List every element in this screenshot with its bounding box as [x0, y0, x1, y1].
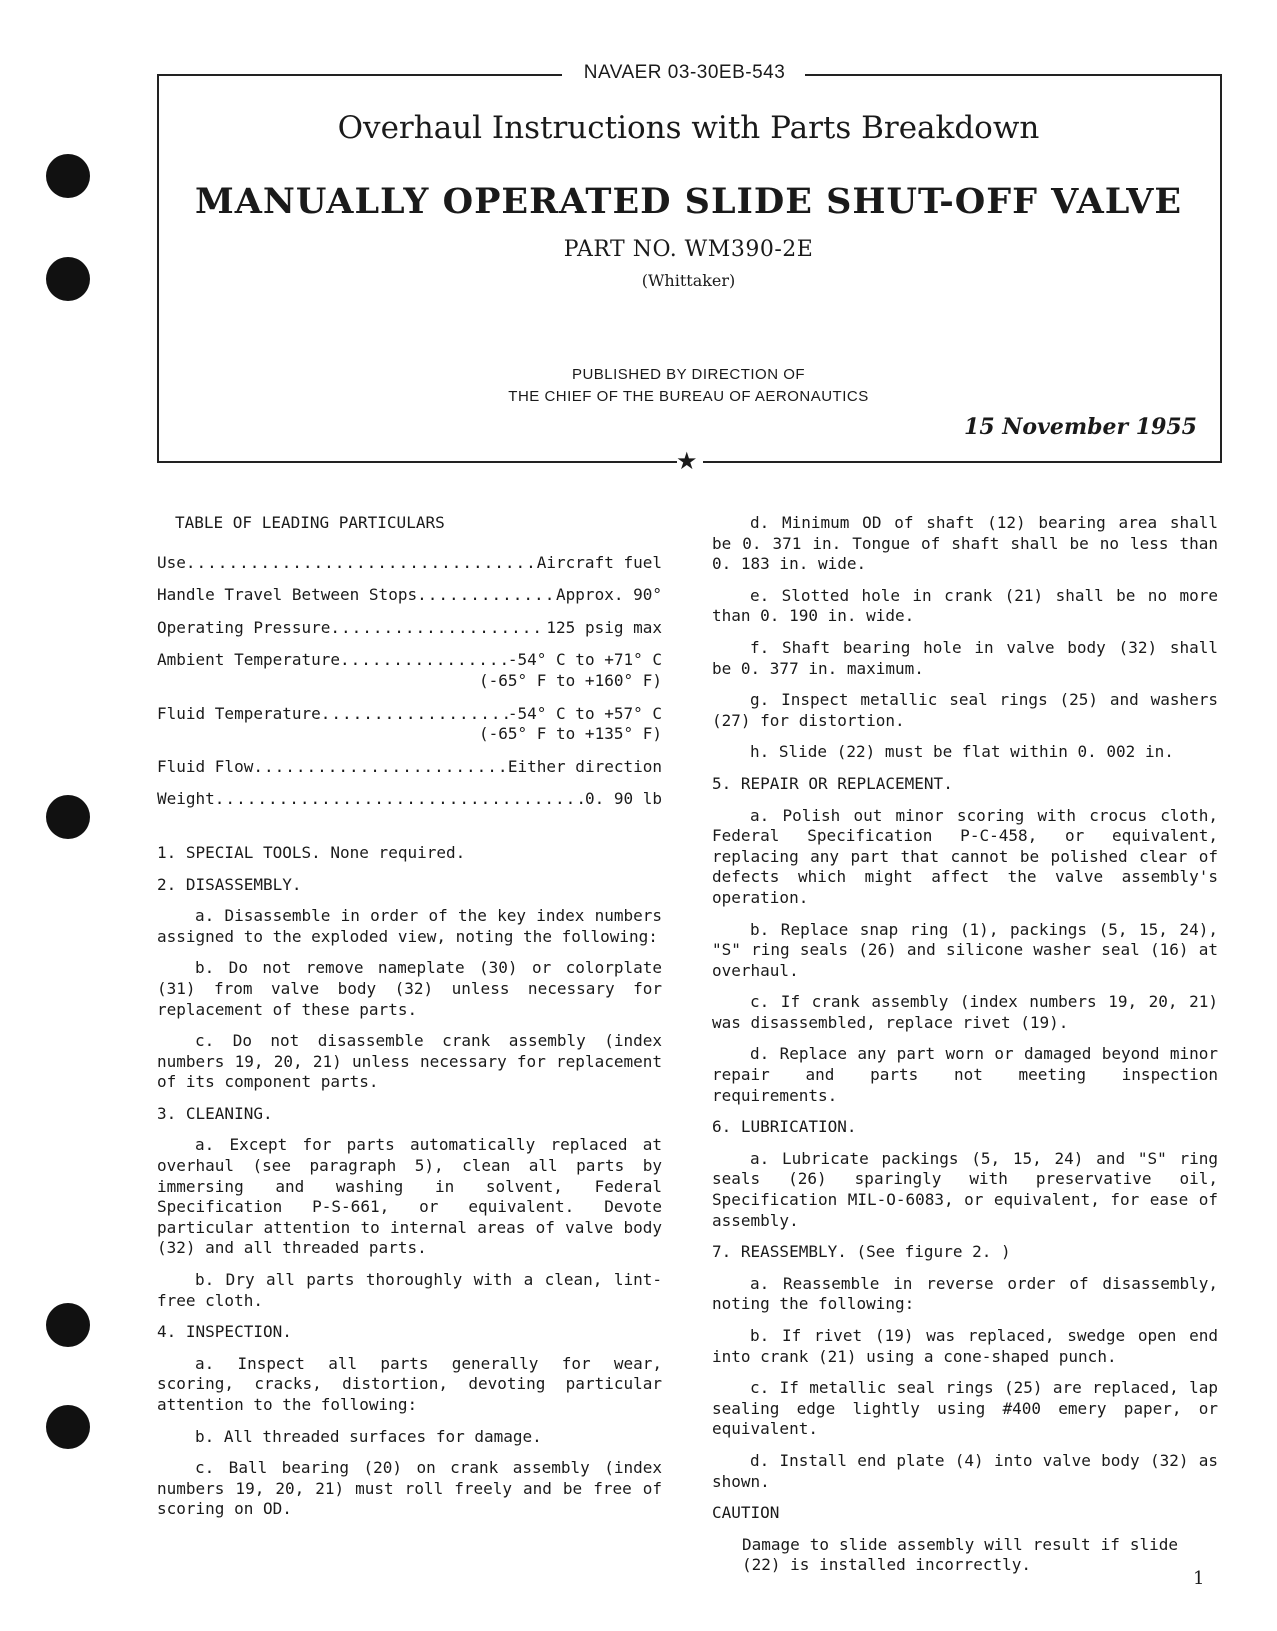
publisher-line: THE CHIEF OF THE BUREAU OF AERONAUTICS: [508, 388, 869, 405]
star-icon: ★: [676, 447, 698, 475]
paragraph: b. All threaded surfaces for damage.: [195, 1426, 542, 1446]
paragraph: d. Minimum OD of shaft (12) bearing area shall be 0. 371 in. Tongue of shaft shall be no less than 0. 183 in. wide.: [712, 513, 1218, 574]
punch-hole: [46, 257, 90, 301]
section-heading: 7. REASSEMBLY. (See figure 2. ): [712, 1242, 1011, 1262]
punch-hole: [46, 1303, 90, 1347]
particulars-subvalue: (-65° F to +160° F): [478, 670, 662, 690]
paragraph: b. If rivet (19) was replaced, swedge open end into crank (21) using a cone-shaped punch.: [712, 1326, 1218, 1366]
paragraph: c. Ball bearing (20) on crank assembly (index numbers 19, 20, 21) must roll freely and be free of scoring on OD.: [157, 1458, 662, 1519]
particulars-row: Use ..... Aircraft fuel: [157, 553, 662, 574]
document-title: MANUALLY OPERATED SLIDE SHUT-OFF VALVE: [194, 181, 1183, 222]
document-subtitle: Overhaul Instructions with Parts Breakdown: [337, 110, 1040, 146]
publication-date: 15 November 1955: [964, 414, 1197, 440]
punch-hole: [46, 154, 90, 198]
punch-hole: [46, 795, 90, 839]
paragraph: b. Dry all parts thoroughly with a clean, lint-free cloth.: [157, 1270, 662, 1310]
paragraph: c. If metallic seal rings (25) are replaced, lap sealing edge lightly using #400 emery paper, or equivalent.: [712, 1378, 1218, 1439]
particulars-row: Fluid Temperature ..... -54° C to +57° C: [157, 704, 662, 725]
part-number: PART NO. WM390-2E: [563, 237, 814, 262]
paragraph: h. Slide (22) must be flat within 0. 002 in.: [750, 742, 1174, 762]
section-heading: 5. REPAIR OR REPLACEMENT.: [712, 773, 953, 793]
section-heading: 6. LUBRICATION.: [712, 1117, 857, 1137]
paragraph: e. Slotted hole in crank (21) shall be no more than 0. 190 in. wide.: [712, 585, 1218, 626]
paragraph: a. Disassemble in order of the key index numbers assigned to the exploded view, noting the following:: [157, 906, 662, 946]
right-column: [712, 513, 1218, 1576]
publisher-line: PUBLISHED BY DIRECTION OF: [571, 366, 806, 383]
section-heading: 2. DISASSEMBLY.: [157, 874, 302, 894]
paragraph: d. Replace any part worn or damaged beyond minor repair and parts not meeting inspection requirements.: [712, 1044, 1218, 1105]
paragraph: a. Except for parts automatically replaced at overhaul (see paragraph 5), clean all parts by immersing and washing in solvent, Federal Specification P-S-661, or equivalent. Devote particular attention to internal areas of valve body (32) and all threaded parts.: [157, 1135, 662, 1258]
paragraph: a. Lubricate packings (5, 15, 24) and "S" ring seals (26) sparingly with preservative oil, Specification MIL-O-6083, or equivalent, for ease of assembly.: [712, 1148, 1218, 1230]
caution-text: Damage to slide assembly will result if slide (22) is installed incorrectly.: [742, 1534, 1178, 1575]
paragraph: a. Reassemble in reverse order of disassembly, noting the following:: [712, 1273, 1218, 1314]
page-number: 1: [1193, 1568, 1205, 1589]
particulars-table: [157, 553, 662, 810]
paragraph: c. If crank assembly (index numbers 19, 20, 21) was disassembled, replace rivet (19).: [712, 992, 1218, 1032]
punch-hole: [46, 1405, 90, 1449]
paragraph: g. Inspect metallic seal rings (25) and washers (27) for distortion.: [712, 690, 1218, 730]
frame-rule: [157, 74, 562, 76]
manufacturer: (Whittaker): [641, 271, 736, 290]
paragraph: b. Replace snap ring (1), packings (5, 15, 24), "S" ring seals (26) and silicone washer seal (16) at overhaul.: [712, 919, 1218, 980]
section-heading: 4. INSPECTION.: [157, 1322, 292, 1342]
frame-rule: [157, 461, 677, 463]
paragraph: c. Do not disassemble crank assembly (index numbers 19, 20, 21) unless necessary for replacement of its component parts.: [157, 1031, 662, 1092]
section-heading: 1. SPECIAL TOOLS. None required.: [157, 842, 466, 862]
frame-rule: [703, 461, 1220, 463]
frame-rule: [805, 74, 1220, 76]
particulars-row: Fluid Flow ..... Either direction: [157, 757, 662, 778]
particulars-title: TABLE OF LEADING PARTICULARS: [175, 513, 445, 532]
paragraph: b. Do not remove nameplate (30) or colorplate (31) from valve body (32) unless necessary for replacement of these parts.: [157, 958, 662, 1019]
caution-heading: CAUTION: [712, 1503, 780, 1523]
particulars-subvalue: (-65° F to +135° F): [478, 724, 662, 744]
particulars-row: Handle Travel Between Stops ..... Approx. 90°: [157, 585, 662, 606]
particulars-row: Operating Pressure ..... 125 psig max: [157, 618, 662, 639]
section-heading: 3. CLEANING.: [157, 1103, 273, 1123]
paragraph: f. Shaft bearing hole in valve body (32) shall be 0. 377 in. maximum.: [712, 637, 1218, 678]
paragraph: a. Polish out minor scoring with crocus cloth, Federal Specification P-C-458, or equivalent, replacing any part that cannot be polished clear of defects which might affect the valve assembly's operation.: [712, 805, 1218, 907]
paragraph: a. Inspect all parts generally for wear, scoring, cracks, distortion, devoting particular attention to the following:: [157, 1353, 662, 1414]
particulars-row: Ambient Temperature ..... -54° C to +71° C: [157, 650, 662, 671]
particulars-row: Weight ..... 0. 90 lb: [157, 789, 662, 810]
left-column: [157, 513, 662, 1520]
document-number: NAVAER 03-30EB-543: [583, 62, 786, 83]
paragraph: d. Install end plate (4) into valve body (32) as shown.: [712, 1450, 1218, 1491]
